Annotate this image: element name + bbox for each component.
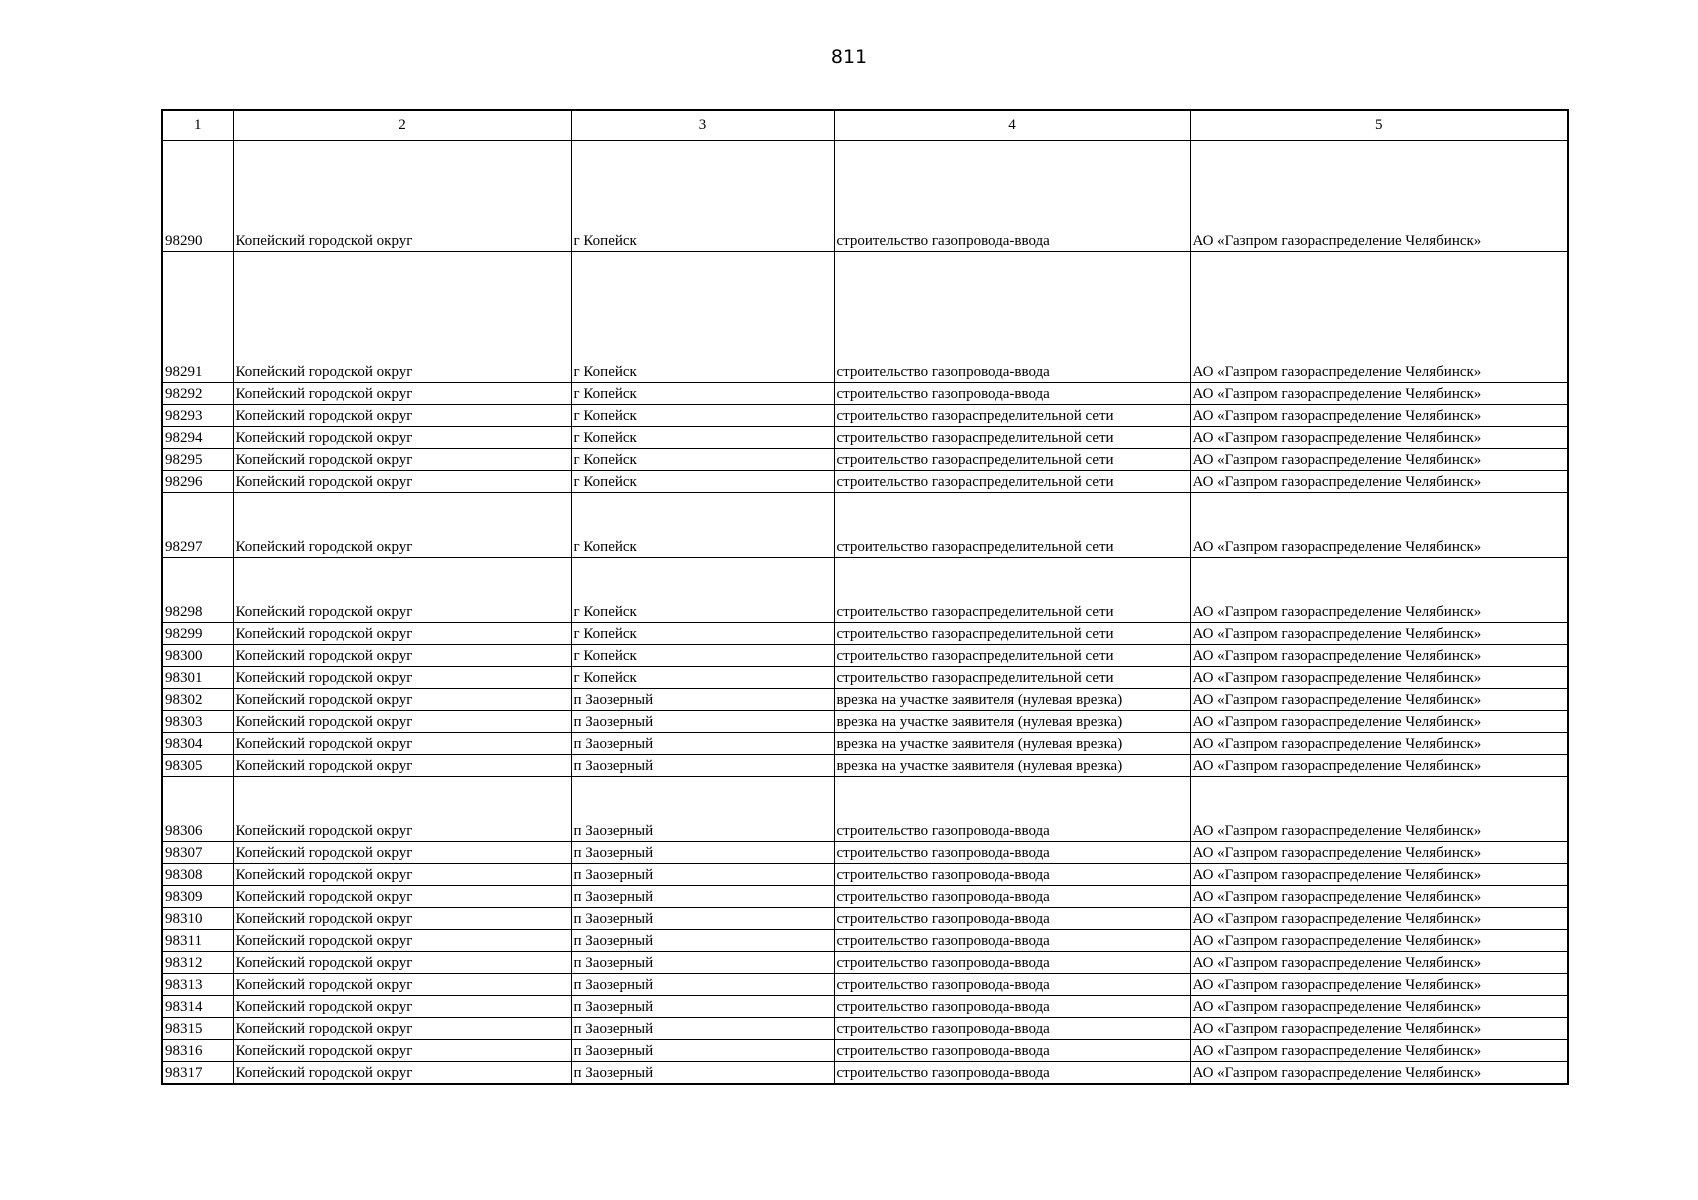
cell-locality: г Копейск [571,449,834,471]
cell-number: 98315 [162,1018,233,1040]
cell-number: 98316 [162,1040,233,1062]
cell-number: 98305 [162,755,233,777]
cell-organization: АО «Газпром газораспределение Челябинск» [1190,842,1568,864]
table-row [162,427,1568,449]
cell-locality: п Заозерный [571,733,834,755]
table-row [162,1018,1568,1040]
cell-work-type: строительство газораспределительной сети [834,405,1190,427]
cell-number: 98309 [162,886,233,908]
cell-number: 98312 [162,952,233,974]
cell-work-type: строительство газопровода-ввода [834,864,1190,886]
cell-number: 98304 [162,733,233,755]
table-row [162,383,1568,405]
table-row [162,930,1568,952]
cell-work-type: строительство газопровода-ввода [834,252,1190,383]
cell-district: Копейский городской округ [233,493,571,558]
table-row [162,777,1568,842]
cell-locality: п Заозерный [571,864,834,886]
cell-work-type: строительство газораспределительной сети [834,471,1190,493]
table-row [162,141,1568,252]
cell-organization: АО «Газпром газораспределение Челябинск» [1190,996,1568,1018]
cell-number: 98297 [162,493,233,558]
table-body [162,141,1568,1085]
cell-organization: АО «Газпром газораспределение Челябинск» [1190,733,1568,755]
cell-work-type: строительство газопровода-ввода [834,1018,1190,1040]
column-header-5: 5 [1190,110,1568,141]
cell-number: 98303 [162,711,233,733]
table-row [162,1040,1568,1062]
cell-district: Копейский городской округ [233,427,571,449]
cell-district: Копейский городской округ [233,449,571,471]
cell-locality: г Копейск [571,383,834,405]
cell-district: Копейский городской округ [233,886,571,908]
cell-district: Копейский городской округ [233,1018,571,1040]
cell-work-type: строительство газопровода-ввода [834,908,1190,930]
table-row [162,558,1568,623]
cell-work-type: строительство газопровода-ввода [834,842,1190,864]
cell-work-type: строительство газопровода-ввода [834,383,1190,405]
cell-work-type: строительство газопровода-ввода [834,886,1190,908]
cell-district: Копейский городской округ [233,974,571,996]
cell-locality: п Заозерный [571,1040,834,1062]
cell-work-type: строительство газораспределительной сети [834,667,1190,689]
table-row [162,623,1568,645]
cell-work-type: строительство газопровода-ввода [834,930,1190,952]
cell-organization: АО «Газпром газораспределение Челябинск» [1190,449,1568,471]
cell-work-type: строительство газопровода-ввода [834,141,1190,252]
column-header-2: 2 [233,110,571,141]
table-row [162,667,1568,689]
table-row [162,864,1568,886]
cell-locality: п Заозерный [571,777,834,842]
cell-work-type: строительство газопровода-ввода [834,952,1190,974]
cell-number: 98298 [162,558,233,623]
cell-organization: АО «Газпром газораспределение Челябинск» [1190,886,1568,908]
cell-work-type: строительство газопровода-ввода [834,1040,1190,1062]
cell-locality: п Заозерный [571,842,834,864]
cell-number: 98292 [162,383,233,405]
cell-district: Копейский городской округ [233,864,571,886]
cell-organization: АО «Газпром газораспределение Челябинск» [1190,908,1568,930]
cell-district: Копейский городской округ [233,711,571,733]
cell-organization: АО «Газпром газораспределение Челябинск» [1190,623,1568,645]
cell-number: 98302 [162,689,233,711]
cell-number: 98311 [162,930,233,952]
cell-organization: АО «Газпром газораспределение Челябинск» [1190,974,1568,996]
cell-number: 98296 [162,471,233,493]
cell-locality: п Заозерный [571,1062,834,1085]
cell-number: 98299 [162,623,233,645]
cell-district: Копейский городской округ [233,996,571,1018]
cell-work-type: строительство газораспределительной сети [834,427,1190,449]
cell-locality: г Копейск [571,405,834,427]
table-row [162,449,1568,471]
table-row [162,252,1568,383]
cell-district: Копейский городской округ [233,645,571,667]
table-row [162,996,1568,1018]
cell-district: Копейский городской округ [233,930,571,952]
cell-organization: АО «Газпром газораспределение Челябинск» [1190,864,1568,886]
cell-work-type: строительство газопровода-ввода [834,1062,1190,1085]
cell-organization: АО «Газпром газораспределение Челябинск» [1190,493,1568,558]
cell-district: Копейский городской округ [233,667,571,689]
cell-locality: п Заозерный [571,952,834,974]
cell-locality: г Копейск [571,493,834,558]
table-row [162,842,1568,864]
cell-number: 98293 [162,405,233,427]
column-header-3: 3 [571,110,834,141]
table-row [162,755,1568,777]
cell-district: Копейский городской округ [233,383,571,405]
registry-table [161,109,1569,1085]
cell-work-type: строительство газопровода-ввода [834,974,1190,996]
cell-organization: АО «Газпром газораспределение Челябинск» [1190,558,1568,623]
column-header-1: 1 [162,110,233,141]
cell-organization: АО «Газпром газораспределение Челябинск» [1190,427,1568,449]
table-row [162,689,1568,711]
cell-work-type: строительство газораспределительной сети [834,449,1190,471]
cell-work-type: врезка на участке заявителя (нулевая врезка) [834,711,1190,733]
cell-locality: п Заозерный [571,996,834,1018]
cell-district: Копейский городской округ [233,252,571,383]
cell-locality: г Копейск [571,252,834,383]
table-header [162,110,1568,141]
cell-locality: г Копейск [571,141,834,252]
cell-locality: г Копейск [571,558,834,623]
cell-organization: АО «Газпром газораспределение Челябинск» [1190,952,1568,974]
cell-district: Копейский городской округ [233,141,571,252]
cell-district: Копейский городской округ [233,842,571,864]
cell-district: Копейский городской округ [233,558,571,623]
cell-district: Копейский городской округ [233,952,571,974]
cell-number: 98310 [162,908,233,930]
cell-work-type: строительство газораспределительной сети [834,623,1190,645]
cell-organization: АО «Газпром газораспределение Челябинск» [1190,645,1568,667]
cell-district: Копейский городской округ [233,471,571,493]
cell-locality: п Заозерный [571,689,834,711]
cell-organization: АО «Газпром газораспределение Челябинск» [1190,667,1568,689]
cell-district: Копейский городской округ [233,405,571,427]
cell-organization: АО «Газпром газораспределение Челябинск» [1190,252,1568,383]
cell-number: 98313 [162,974,233,996]
table-row [162,711,1568,733]
cell-district: Копейский городской округ [233,777,571,842]
cell-organization: АО «Газпром газораспределение Челябинск» [1190,755,1568,777]
cell-organization: АО «Газпром газораспределение Челябинск» [1190,383,1568,405]
cell-locality: п Заозерный [571,711,834,733]
cell-work-type: строительство газопровода-ввода [834,996,1190,1018]
cell-number: 98295 [162,449,233,471]
cell-locality: г Копейск [571,623,834,645]
cell-organization: АО «Газпром газораспределение Челябинск» [1190,1018,1568,1040]
cell-number: 98314 [162,996,233,1018]
cell-work-type: врезка на участке заявителя (нулевая врезка) [834,755,1190,777]
cell-district: Копейский городской округ [233,689,571,711]
cell-district: Копейский городской округ [233,755,571,777]
cell-number: 98317 [162,1062,233,1085]
cell-organization: АО «Газпром газораспределение Челябинск» [1190,1040,1568,1062]
cell-organization: АО «Газпром газораспределение Челябинск» [1190,141,1568,252]
table-row [162,645,1568,667]
cell-locality: п Заозерный [571,1018,834,1040]
cell-work-type: врезка на участке заявителя (нулевая врезка) [834,689,1190,711]
cell-district: Копейский городской округ [233,733,571,755]
cell-organization: АО «Газпром газораспределение Челябинск» [1190,777,1568,842]
table-row [162,886,1568,908]
cell-number: 98294 [162,427,233,449]
cell-organization: АО «Газпром газораспределение Челябинск» [1190,689,1568,711]
cell-organization: АО «Газпром газораспределение Челябинск» [1190,405,1568,427]
cell-locality: п Заозерный [571,755,834,777]
cell-locality: п Заозерный [571,908,834,930]
cell-work-type: строительство газопровода-ввода [834,777,1190,842]
table-row [162,908,1568,930]
cell-locality: г Копейск [571,667,834,689]
page-number: 811 [830,46,868,68]
cell-locality: г Копейск [571,427,834,449]
cell-work-type: врезка на участке заявителя (нулевая врезка) [834,733,1190,755]
table-row [162,952,1568,974]
cell-work-type: строительство газораспределительной сети [834,493,1190,558]
cell-number: 98300 [162,645,233,667]
cell-locality: п Заозерный [571,930,834,952]
cell-district: Копейский городской округ [233,1040,571,1062]
cell-locality: г Копейск [571,471,834,493]
cell-organization: АО «Газпром газораспределение Челябинск» [1190,471,1568,493]
cell-number: 98308 [162,864,233,886]
cell-organization: АО «Газпром газораспределение Челябинск» [1190,1062,1568,1085]
header-row [162,110,1568,141]
cell-number: 98290 [162,141,233,252]
table-row [162,405,1568,427]
cell-number: 98291 [162,252,233,383]
cell-district: Копейский городской округ [233,623,571,645]
cell-organization: АО «Газпром газораспределение Челябинск» [1190,711,1568,733]
cell-work-type: строительство газораспределительной сети [834,645,1190,667]
cell-locality: г Копейск [571,645,834,667]
cell-organization: АО «Газпром газораспределение Челябинск» [1190,930,1568,952]
table-row [162,493,1568,558]
table-row [162,1062,1568,1085]
cell-locality: п Заозерный [571,886,834,908]
cell-number: 98307 [162,842,233,864]
table-row [162,471,1568,493]
column-header-4: 4 [834,110,1190,141]
cell-work-type: строительство газораспределительной сети [834,558,1190,623]
table-row [162,974,1568,996]
cell-district: Копейский городской округ [233,908,571,930]
cell-number: 98301 [162,667,233,689]
table-row [162,733,1568,755]
cell-district: Копейский городской округ [233,1062,571,1085]
cell-locality: п Заозерный [571,974,834,996]
cell-number: 98306 [162,777,233,842]
